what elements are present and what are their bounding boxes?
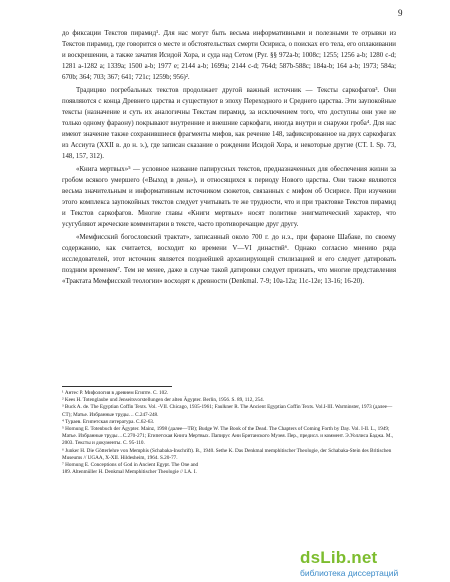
paragraph: «Книга мертвых»⁵ — условное название папирусных текстов, предназначенных для обеспечения жизни за гробом всякого умершего («Выход в день»), и относящихся к периоду Нового царства. Они также являются весьма значительным и информативным источником сюжетов, связанных с мифом об Осирисе. При изучении этого комплекса заупокойных текстов следует учитывать те же трудности, что и при трактовке Текстов пирамид и Текстов саркофагов. Многие главы «Книги мертвых» носят политике энигматический характер, что усугубляют жреческие комментарии в тексте, часто противоречащие друг другу. [62, 166, 396, 228]
footnotes [62, 390, 396, 476]
paragraph: «Мемфисский богословский трактат», записанный около 700 г. до н.э., при фараоне Шабаке, по своему содержанию, как считается, восходит ко времени V—VI династий⁶. Однако согласно мнению ряда исследователей, этот источник является позднейшей архаизирующей стилизацией и его следует датировать поздним временем⁷. Тем не менее, даже в случае такой датировки следует признать, что многие представления «Трактата Мемфисской теологии» восходят к древности (Denkmal. 7-9; 10a-12a; 11c-12e; 13-16; 16-20). [62, 234, 396, 285]
footnote-separator [62, 386, 172, 387]
footnote: ⁴ Тураев. Египетская литература. С.62-63. [62, 418, 155, 425]
page-number: 9 [398, 8, 403, 18]
footnote: ⁵ Hornung E. Totenbuch der Ägypter. Mainz, 1998 (далее—TB); Budge W. The Book of the Dead. The Chapters of Coming Forth by Day. Vol. I-II. L., 1949; Матье. Избранные труды…С.270-271; Египетская Книга Мертвых. Папирус Ани Британского Музея. Пер., предисл. и коммент. Э.Уоллиса Баджа. М., 2003. Тексты и документы. С. 95-110. [62, 426, 394, 447]
watermark [292, 548, 442, 578]
main-text [62, 28, 396, 289]
watermark-logo: dsLib.net [300, 548, 378, 567]
footnote: 189. Altenmüller H. Denkmal Memphitischer Theologie // LA. I. [62, 469, 197, 476]
paragraph: Традицию погребальных текстов продолжает другой важный источник — Тексты саркофагов³. Они появляются с конца Древнего царства и существуют в эпоху Переходного и Среднего царства. Эти заупокойные тексты (назначение и суть их аналогичны Текстам пирамид, за исключением того, что доступны они уже не только одному фараону) покрывают внутренние и внешние саркофаги, иногда внутри и снаружи гроба⁴. Для нас имеют значение также сохранившиеся фрагменты мифов, как речение 148, зафиксированное на двух саркофагах из Ассиута (XXII в. до н. э.), где записан сказание о рождении Исидой Хора, и некоторые другие (CT. I. Sp. 73, 148, 157, 312). [62, 87, 396, 160]
footnote: ² Kees H. Totenglaube und Jenseitsvorstellungen der alten Ägypter. Berlin, 1956. S. 89, 112, 254. [62, 397, 265, 404]
footnote: ⁷ Hornung E. Conceptions of God in Ancient Egypt. The One and [62, 462, 199, 469]
paragraph: до фиксации Текстов пирамид¹. Для нас могут быть весьма информативными и полезными те отрывки из Текстов пирамид, где говорится о месте и обстоятельствах смерти Осириса, о поисках его тела, его оплакивании и воскрешении, а также зачатия Исидой Хора, и суда над Сетом (Pyr. §§ 972a-b; 1008c; 1255; 1256 a-b; 1280 c-d; 1281 a-1282 a; 1339a; 1500 a-b; 1977 e; 2144 a-b; 1699a; 2144 c-d; 764d; 587b-588c; 184a-b; 164 a-b; 1973; 584a; 670b; 364; 703; 367; 641; 721c; 1259b; 956)². [62, 30, 396, 81]
footnote: ³ Buck A. de. The Egyptian Coffin Texts. Vol. -VII. Chicago, 1935-1961; Faulkner R. The Ancient Egyptian Coffin Texts. Vol.I-III. Warminster, 1973 (далее—CT); Матье. Избранные труды… С.247-248. [62, 404, 393, 418]
watermark-subtitle: библиотека диссертаций [300, 568, 399, 578]
footnote: ⁶ Junker H. Die Götterlehre von Memphis (Schabaka-Inschrift). B., 1940. Sethe K. Das Denkmal memphitischer Theologie, der Schabaka-Stein des Britischen Museums // UGAA, X-XII. Hildesheim, 1964. S.20-77. [62, 447, 392, 461]
footnote: ¹ Антес Р. Мифология в древнем Египте. С. 102. [62, 390, 169, 396]
